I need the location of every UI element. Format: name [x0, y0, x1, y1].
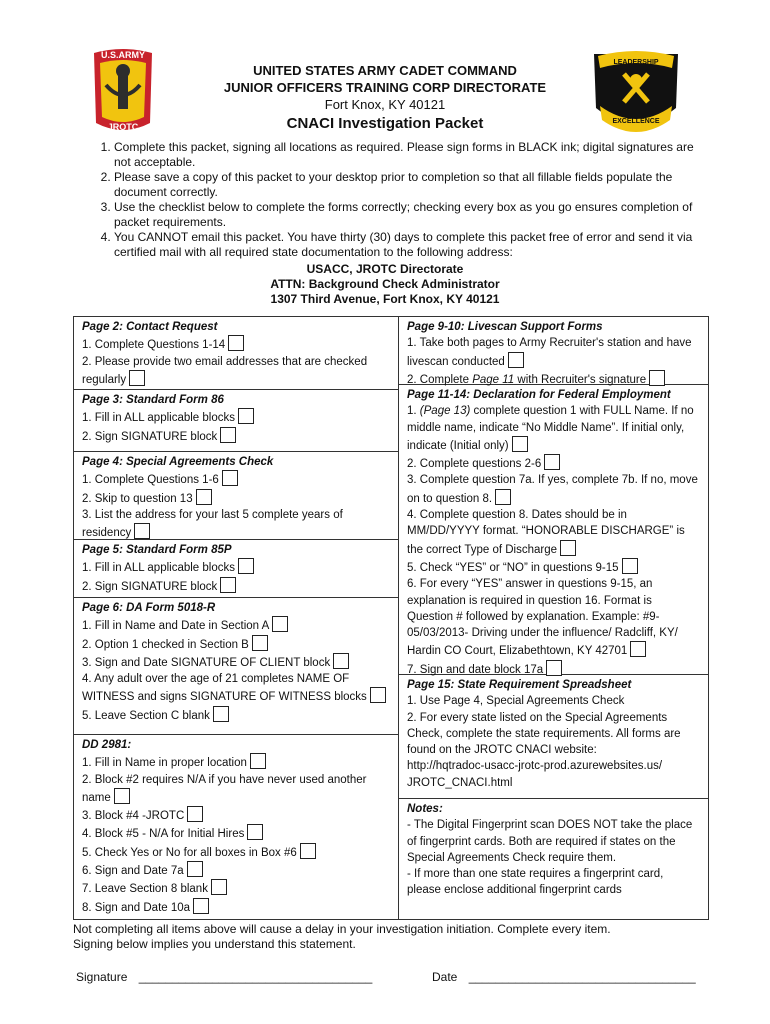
checkbox[interactable]: [508, 352, 524, 368]
checklist-item: complete question 1 with FULL Name. If no middle name, indicate “No Middle Name”. If initial only, indicate (Initial only): [407, 405, 694, 452]
section-page-3: [74, 390, 398, 452]
checkbox[interactable]: [370, 687, 386, 703]
section-page-2: [74, 317, 398, 390]
checklist-item: 1. Fill in ALL applicable blocks: [82, 562, 235, 575]
section-notes: [399, 799, 708, 919]
header-line-3: Fort Knox, KY 40121: [324, 97, 446, 112]
checklist-item: 1. Fill in ALL applicable blocks: [82, 412, 235, 425]
section-dd-2981: [74, 735, 398, 919]
note-text: - If more than one state requires a fingerprint card, please enclose additional fingerprint cards: [407, 868, 664, 897]
section-page-9-10: [399, 317, 708, 385]
checklist-item: 8. Sign and Date 10a: [82, 901, 191, 914]
checkbox[interactable]: [495, 489, 511, 505]
website-url[interactable]: http://hqtradoc-usacc-jrotc-prod.azurewebsites.us/ JROTC_CNACI.html: [407, 760, 663, 789]
checkbox[interactable]: [250, 753, 266, 769]
checkbox[interactable]: [649, 370, 665, 386]
section-page-5: [74, 540, 398, 598]
checkbox[interactable]: [252, 635, 268, 651]
checklist-item: 7. Leave Section 8 blank: [82, 883, 208, 896]
checklist-left-column: [74, 317, 398, 919]
checklist-item: 3. Sign and Date SIGNATURE OF CLIENT block: [82, 656, 331, 669]
checklist-item: 2. For every state listed on the Special Agreements Check, complete the state requirements. All forms are found on the JROTC CNACI website:: [407, 711, 681, 757]
svg-text:JROTC: JROTC: [107, 122, 139, 132]
checklist-item: 6. Sign and Date 7a: [82, 865, 184, 878]
checklist-item: 2. Please provide two email addresses that are checked regularly: [82, 355, 368, 386]
date-label: Date: [432, 970, 458, 984]
checkbox[interactable]: [114, 788, 130, 804]
checklist-item: 4. Any adult over the age of 21 completes NAME OF WITNESS and signs SIGNATURE OF WITNESS blocks: [82, 673, 367, 704]
checkbox[interactable]: [187, 861, 203, 877]
checklist-item: 5. Leave Section C blank: [82, 709, 210, 722]
section-title: Page 3: Standard Form 86: [82, 394, 224, 406]
section-title: Page 9-10: Livescan Support Forms: [407, 321, 603, 333]
note-text: - The Digital Fingerprint scan DOES NOT take the place of fingerprint cards. Both are required if states on the Special Agreements Check require them.: [407, 819, 693, 864]
checkbox[interactable]: [544, 454, 560, 470]
checkbox[interactable]: [129, 370, 145, 386]
checklist-item: 4. Complete question 8. Dates should be in MM/DD/YYYY format. “HONORABLE DISCHARGE” is the correct Type of Discharge: [407, 509, 685, 556]
checklist-item: 2. Skip to question 13: [82, 492, 193, 505]
signature-line[interactable]: ___________________________________: [138, 970, 373, 984]
checkbox[interactable]: [222, 470, 238, 486]
checkbox[interactable]: [622, 558, 638, 574]
checkbox[interactable]: [187, 806, 203, 822]
instruction-item: 1. Complete this packet, signing all locations as required. Please sign forms in BLACK ink; digital signatures are not acceptable.: [114, 140, 704, 170]
checklist-item: 1. Use Page 4, Special Agreements Check: [407, 695, 625, 708]
checklist-item: 1. Complete Questions 1-6: [82, 474, 219, 487]
section-title: Page 15: State Requirement Spreadsheet: [407, 679, 632, 691]
checkbox[interactable]: [247, 824, 263, 840]
checklist-item: 3. List the address for your last 5 complete years of residency: [82, 508, 343, 540]
section-title: Notes:: [407, 803, 443, 815]
checkbox[interactable]: [134, 523, 150, 539]
checklist-item: 1.: [407, 405, 420, 418]
address-line: ATTN: Background Check Administrator: [270, 277, 500, 291]
checkbox[interactable]: [272, 616, 288, 632]
checklist-item: 2. Complete questions 2-6: [407, 458, 542, 471]
section-title: Page 11-14: Declaration for Federal Employment: [407, 389, 671, 401]
checklist-table: [73, 316, 709, 920]
document-header: [0, 62, 770, 132]
checklist-item: 1. Fill in Name and Date in Section A: [82, 620, 270, 633]
checkbox[interactable]: [300, 843, 316, 859]
section-title: Page 6: DA Form 5018-R: [82, 602, 216, 614]
section-title: Page 2: Contact Request: [82, 321, 218, 333]
section-title: Page 4: Special Agreements Check: [82, 456, 274, 468]
section-title: Page 5: Standard Form 85P: [82, 544, 232, 556]
signature-label: Signature: [76, 970, 128, 984]
checklist-item: 5. Check “YES” or “NO” in questions 9-15: [407, 561, 619, 574]
checklist-item: 6. For every “YES” answer in questions 9-15, an explanation is required in question 16. Format is Question # followed by explanation. Example: #9- 05/03/2013- Driving under the influence/ Radcliff, KY/ Hardin CO Court, Elizabethtown, KY 42701: [407, 578, 678, 658]
checkbox[interactable]: [196, 489, 212, 505]
checklist-item: 2. Complete: [407, 373, 473, 386]
checkbox[interactable]: [630, 641, 646, 657]
checkbox[interactable]: [220, 577, 236, 593]
checklist-item: 1. Complete Questions 1-14: [82, 339, 226, 352]
checklist-item: 7. Sign and date block 17a: [407, 663, 544, 676]
checkbox[interactable]: [560, 540, 576, 556]
checklist-item: with Recruiter's signature: [514, 373, 647, 386]
instruction-item: 2. Please save a copy of this packet to your desktop prior to completion so that all fillable fields populate the document correctly.: [114, 170, 704, 200]
checklist-item-emphasis: Page 11: [472, 373, 515, 386]
svg-text:U.S.ARMY: U.S.ARMY: [100, 50, 146, 60]
checkbox[interactable]: [512, 436, 528, 452]
checklist-item: 2. Block #2 requires N/A if you have never used another name: [82, 773, 367, 804]
checklist-item: 2. Sign SIGNATURE block: [82, 580, 218, 593]
section-page-15: [399, 675, 708, 799]
checklist-item: 2. Sign SIGNATURE block: [82, 430, 218, 443]
checkbox[interactable]: [238, 408, 254, 424]
checklist-item: 1. Fill in Name in proper location: [82, 757, 247, 770]
svg-text:EXCELLENCE: EXCELLENCE: [612, 118, 660, 125]
page-title: CNACI Investigation Packet: [286, 115, 484, 132]
checkbox[interactable]: [211, 879, 227, 895]
checklist-item: 3. Block #4 -JROTC: [82, 810, 185, 823]
header-line-2: JUNIOR OFFICERS TRAINING CORP DIRECTORATE: [223, 80, 547, 95]
mailing-address: [0, 262, 770, 307]
checklist-right-column: [399, 317, 708, 919]
address-line: USACC, JROTC Directorate: [306, 262, 464, 276]
instruction-item: 3. Use the checklist below to complete the forms correctly; checking every box as you go ensures completion of packet requirements.: [114, 200, 704, 230]
checkbox[interactable]: [228, 335, 244, 351]
checklist-item: 5. Check Yes or No for all boxes in Box #6: [82, 846, 297, 859]
footer-notice: [73, 922, 611, 952]
checkbox[interactable]: [220, 427, 236, 443]
checkbox[interactable]: [546, 660, 562, 676]
footer-line: Signing below implies you understand this statement.: [73, 937, 356, 951]
section-page-4: [74, 452, 398, 540]
header-line-1: UNITED STATES ARMY CADET COMMAND: [253, 63, 517, 78]
checklist-item: 4. Block #5 - N/A for Initial Hires: [82, 828, 245, 841]
svg-text:LEADERSHIP: LEADERSHIP: [613, 59, 659, 66]
checkbox[interactable]: [213, 706, 229, 722]
section-page-11-14: [399, 385, 708, 675]
section-page-6: [74, 598, 398, 735]
checkbox[interactable]: [238, 558, 254, 574]
checkbox[interactable]: [193, 898, 209, 914]
checklist-item: 3. Complete question 7a. If yes, complete 7b. If no, move on to question 8.: [407, 474, 698, 505]
section-title: DD 2981:: [82, 739, 132, 751]
signature-field[interactable]: [76, 970, 372, 984]
checkbox[interactable]: [333, 653, 349, 669]
footer-line: Not completing all items above will cause a delay in your investigation initiation. Complete every item.: [73, 922, 611, 936]
instruction-item: 4. You CANNOT email this packet. You have thirty (30) days to complete this packet free of error and send it via certified mail with all required state documentation to the following address:: [114, 230, 704, 260]
address-line: 1307 Third Avenue, Fort Knox, KY 40121: [270, 292, 500, 306]
checklist-item: 2. Option 1 checked in Section B: [82, 638, 249, 651]
instructions-list: [88, 140, 704, 260]
date-field[interactable]: [432, 970, 696, 984]
date-line[interactable]: __________________________________: [468, 970, 696, 984]
checklist-item-emphasis: (Page 13): [419, 405, 471, 418]
checklist-item: 1. Take both pages to Army Recruiter's station and have livescan conducted: [407, 337, 692, 368]
